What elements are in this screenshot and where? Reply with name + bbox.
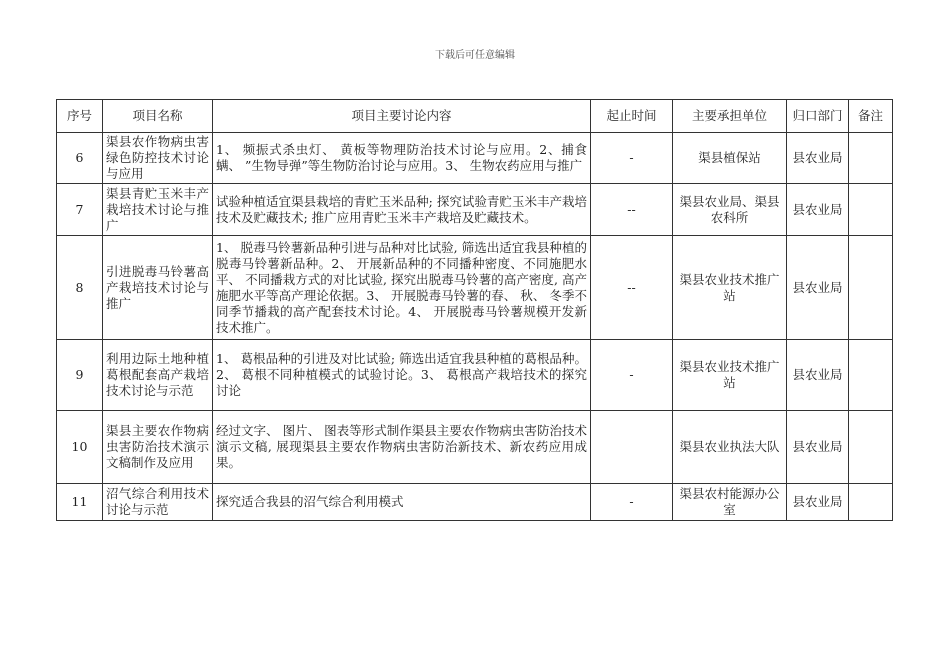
cell-no: 9 [57,340,103,411]
cell-name: 渠县主要农作物病虫害防治技术演示文稿制作及应用 [103,411,213,484]
cell-no: 7 [57,184,103,236]
table-row [57,411,893,484]
cell-content: 1、 脱毒马铃薯新品种引进与品种对比试验, 筛选出适宜我县种植的脱毒马铃薯新品种。2、 开展新品种的不同播种密度、不同施肥水平、 不同播栽方式的对比试验, 探究出脱毒马铃薯的高产密度, 高产施肥水平等高产理论依据。3、 开展脱毒马铃薯的春、 秋、 冬季不同季节播栽的高产配套技术讨论。4、 开展脱毒马铃薯规模开发新技术推广。 [213,236,591,340]
cell-dept: 县农业局 [787,236,849,340]
cell-no: 6 [57,133,103,184]
cell-unit: 渠县农业局、渠县农科所 [673,184,787,236]
cell-period [591,411,673,484]
table-header-row [57,100,893,133]
page-header-note: 下载后可任意编辑 [435,50,515,61]
cell-name: 渠县农作物病虫害绿色防控技术讨论与应用 [103,133,213,184]
cell-period: - [591,133,673,184]
cell-dept: 县农业局 [787,184,849,236]
table-row [57,484,893,521]
cell-remark [849,133,893,184]
cell-unit: 渠县农业执法大队 [673,411,787,484]
table-row [57,133,893,184]
header-no: 序号 [57,100,103,133]
cell-no: 8 [57,236,103,340]
table-row [57,184,893,236]
cell-unit: 渠县农业技术推广站 [673,340,787,411]
cell-unit: 渠县植保站 [673,133,787,184]
cell-period: - [591,340,673,411]
cell-name: 引进脱毒马铃薯高产栽培技术讨论与推广 [103,236,213,340]
table-row [57,340,893,411]
cell-no: 10 [57,411,103,484]
cell-content: 1、 频振式杀虫灯、 黄板等物理防治技术讨论与应用。2、捕食螨、 ”生物导弹”等生物防治讨论与应用。3、 生物农药应用与推广 [213,133,591,184]
cell-remark [849,484,893,521]
cell-name: 渠县青贮玉米丰产栽培技术讨论与推广 [103,184,213,236]
cell-no: 11 [57,484,103,521]
cell-dept: 县农业局 [787,133,849,184]
cell-unit: 渠县农村能源办公室 [673,484,787,521]
cell-period: -- [591,236,673,340]
cell-content: 探究适合我县的沼气综合利用模式 [213,484,591,521]
cell-remark [849,184,893,236]
cell-dept: 县农业局 [787,340,849,411]
cell-period: -- [591,184,673,236]
project-table [56,99,893,521]
header-name: 项目名称 [103,100,213,133]
cell-remark [849,236,893,340]
header-content: 项目主要讨论内容 [213,100,591,133]
header-remark: 备注 [849,100,893,133]
cell-remark [849,411,893,484]
cell-dept: 县农业局 [787,411,849,484]
cell-content: 经过文字、 图片、 图表等形式制作渠县主要农作物病虫害防治技术演示文稿, 展现渠县主要农作物病虫害防治新技术、新农药应用成果。 [213,411,591,484]
cell-unit: 渠县农业技术推广站 [673,236,787,340]
header-dept: 归口部门 [787,100,849,133]
header-period: 起止时间 [591,100,673,133]
header-unit: 主要承担单位 [673,100,787,133]
cell-period: - [591,484,673,521]
cell-dept: 县农业局 [787,484,849,521]
cell-name: 沼气综合利用技术讨论与示范 [103,484,213,521]
cell-remark [849,340,893,411]
cell-name: 利用边际土地种植葛根配套高产栽培技术讨论与示范 [103,340,213,411]
cell-content: 试验种植适宜渠县栽培的青贮玉米品种; 探究试验青贮玉米丰产栽培技术及贮藏技术; 推广应用青贮玉米丰产栽培及贮藏技术。 [213,184,591,236]
table-row [57,236,893,340]
cell-content: 1、 葛根品种的引进及对比试验; 筛选出适宜我县种植的葛根品种。2、 葛根不同种植模式的试验讨论。3、 葛根高产栽培技术的探究讨论 [213,340,591,411]
